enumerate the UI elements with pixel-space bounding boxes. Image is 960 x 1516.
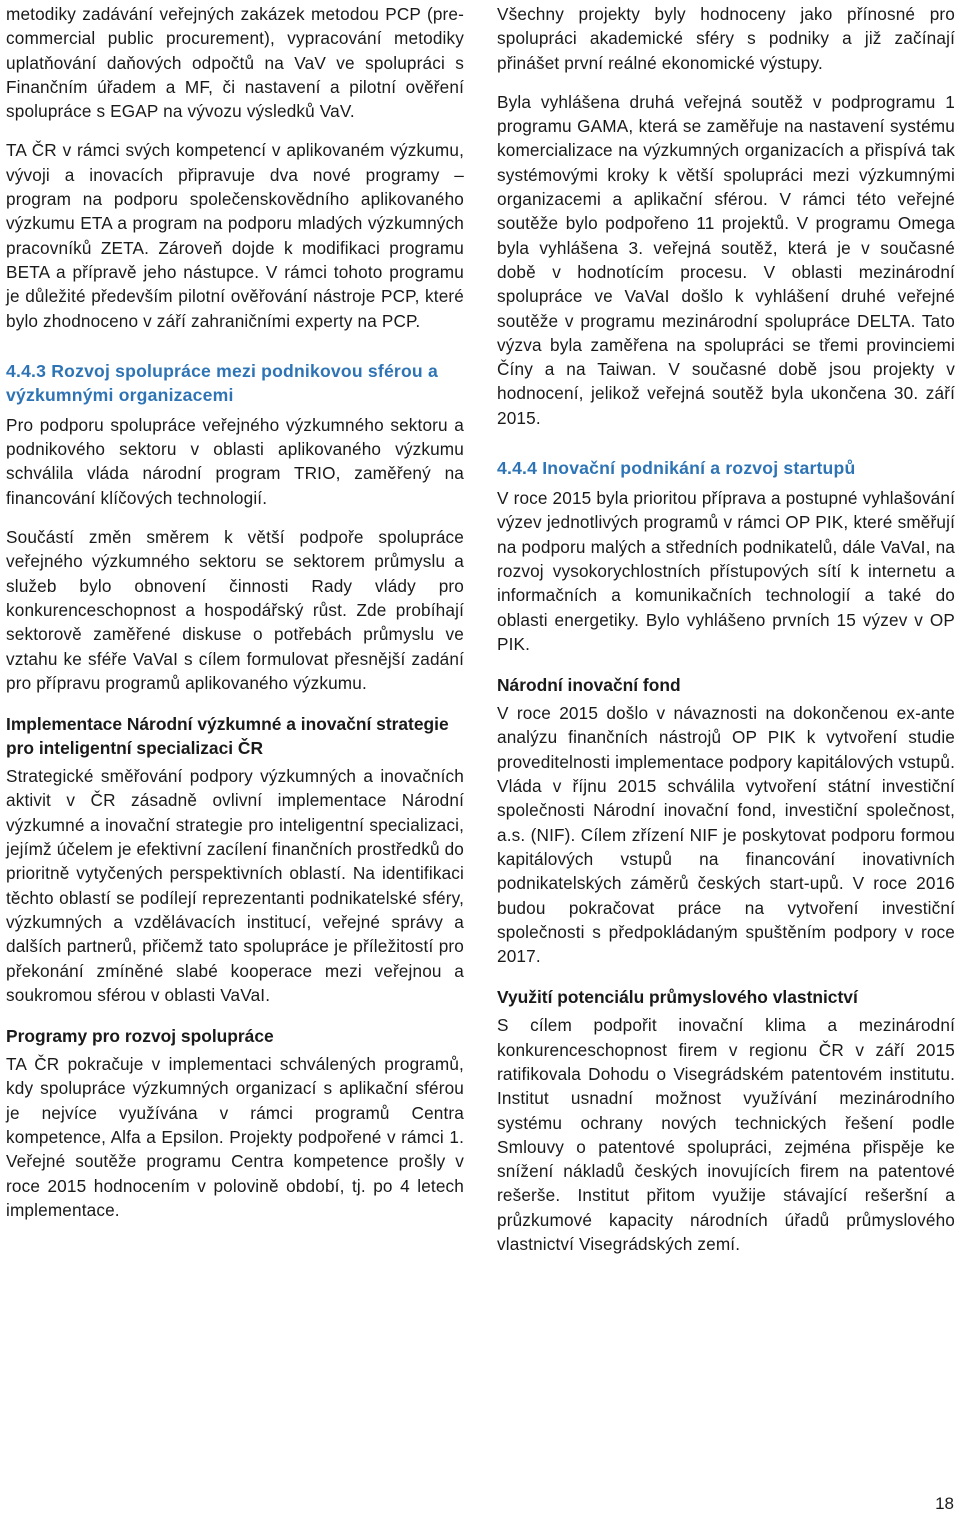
heading-implementace-ris3: Implementace Národní výzkumné a inovační strategie pro inteligentní specializaci ČR (6, 714, 449, 759)
paragraph-op-pik: V roce 2015 byla prioritou příprava a postupné vyhlašování výzev jednotlivých programů v rámci OP PIK, které směřují na podporu malých a středních podnikatelů, dále VaVaI, na rozvoj vysokorychlostních přístupových sítí k internetu a informačních a komunikačních technologií a také do oblasti energetiky. Bylo vyhlášeno prvních 15 výzev v OP PIK. (497, 488, 955, 654)
paragraph-gama-omega-delta: Byla vyhlášena druhá veřejná soutěž v podprogramu 1 programu GAMA, která se zaměřuje na nastavení systému komercializace na výzkumných organizacích a přispívá tak systémovými kroky k větší spolupráci mezi výzkumnými organizacemi a aplikační sférou. V rámci této veřejné soutěže bylo podpořeno 11 projektů. V programu Omega byla vyhlášena 3. veřejná soutěž, která je v současné době v hodnotícím procesu. V oblasti mezinárodní spolupráce ve VaVaI došlo k vyhlášení druhé veřejné soutěže v programu mezinárodní spolupráce DELTA. Tato výzva byla zaměřena na spolupráci se třemi provinciemi Číny a na Taiwan. V současné době jsou projekty v hodnocení, jelikož veřejná soutěž byla ukončena 30. září 2015. (497, 91, 955, 428)
paragraph-strategie-ris3: Strategické směřování podpory výzkumných a inovačních aktivit v ČR zásadně ovlivní implementace Národní výzkumné a inovační strategie pro inteligentní specializaci, jejímž účelem je efektivní zacílení finančních prostředků do prioritně vytyčených perspektivních oblastí. Na identifikaci těchto oblastí se podílejí reprezentanti podnikatelské sféry, výzkumných a vzdělávacích institucí, veřejné správy a dalších partnerů, přičemž tato spolupráce je příležitostí pro překonání zmíněné slabé kooperace mezi veřejnou a soukromou sférou v oblasti VaVaI. (6, 766, 465, 1005)
paragraph-nif: V roce 2015 došlo v návaznosti na dokončenou ex-ante analýzu finančních nástrojů OP PIK k vytvoření studie proveditelnosti implementace podpory kapitálových vstupů. Vláda v říjnu 2015 schválila vytvoření státní investiční společnosti Národní inovační fond, investiční společnost, a.s. (NIF). Cílem zřízení NIF je poskytovat podporu formou kapitálových vstupů na financování inovativních podnikatelských záměrů českých start-upů. V roce 2016 budou pokračovat práce na vytvoření investiční společnosti s předpokládaným spuštěním podpory v roce 2017. (497, 703, 955, 967)
paragraph-projekty-hodnoceny: Všechny projekty byly hodnoceny jako přínosné pro spolupráci akademické sféry s podniky a již začínají přinášet první reálné ekonomické výstupy. (497, 4, 955, 73)
heading-4-4-4: 4.4.4 Inovační podnikání a rozvoj startupů (497, 458, 856, 479)
left-column (6, 2, 464, 1222)
heading-narodni-inovacni-fond: Národní inovační fond (497, 675, 681, 696)
paragraph-tacr-programs: TA ČR v rámci svých kompetencí v aplikovaném výzkumu, vývoji a inovacích připravuje dva nové programy – program na podporu společenskovědního aplikovaného výzkumu ETA a program na podporu mladých výzkumných pracovníků ZETA. Zároveň dojde k modifikaci programu BETA a přípravě jeho nástupce. V rámci tohoto programu je důležité především pilotní ověřování nástroje PCP, které bylo zhodnoceno v září zahraničními experty na PCP. (6, 140, 464, 331)
heading-4-4-3: 4.4.3 Rozvoj spolupráce mezi podnikovou sférou a výzkumnými organizacemi (6, 360, 438, 405)
paragraph-tacr-implementace: TA ČR pokračuje v implementaci schválených programů, kdy spolupráce výzkumných organizací s aplikační sférou je nejvíce využívána v rámci programů Centra kompetence, Alfa a Epsilon. Projekty podpořené v rámci 1. Veřejné soutěže programu Centra kompetence prošly v roce 2015 hodnocením v polovině období, tj. po 4 letech implementace. (6, 1054, 464, 1220)
paragraph-trio: Pro podporu spolupráce veřejného výzkumného sektoru a podnikového sektoru v oblasti aplikovaného výzkumu schválila vláda národní program TRIO, zaměřený na financování klíčových technologií. (6, 414, 464, 508)
page-number: 18 (935, 1494, 954, 1513)
right-column (497, 2, 955, 1256)
paragraph-metodiky-pcp: metodiky zadávání veřejných zakázek metodou PCP (pre-commercial public procurement), vypracování metodiky uplatňování daňových odpočtů na VaV ve spolupráci s Finančním úřadem a MF, či nastavení a pilotní ověření spolupráce s EGAP na vývozu výsledků VaV. (6, 4, 464, 122)
heading-prumyslove-vlastnictvi: Využití potenciálu průmyslového vlastnictví (497, 987, 858, 1008)
paragraph-rada-vlady: Součástí změn směrem k větší podpoře spolupráce veřejného výzkumného sektoru se sektorem průmyslu a služeb bylo obnovení činnosti Rady vlády pro konkurenceschopnost a hospodářský růst. Zde probíhají sektorově zaměřené diskuse o potřebách průmyslu ve vztahu ke sféře VaVaI s cílem formulovat přesnější zadání pro přípravu programů aplikovaného výzkumu. (6, 527, 464, 693)
heading-programy-spoluprace: Programy pro rozvoj spolupráce (6, 1026, 274, 1047)
paragraph-visegradsky-institut: S cílem podpořit inovační klima a mezinárodní konkurenceschopnost firem v regionu ČR v září 2015 ratifikovala Dohodu o Visegrádském patentovém institutu. Institut usnadní možnost využívání mezinárodního systému ochrany nových technických řešení podle Smlouvy o patentové spolupráci, zejména přispěje ke snížení nákladů českých inovujících firem na patentové rešerše. Institut přitom využije stávající rešeršní a průzkumové kapacity národních úřadů průmyslového vlastnictví Visegrádských zemí. (497, 1015, 955, 1255)
